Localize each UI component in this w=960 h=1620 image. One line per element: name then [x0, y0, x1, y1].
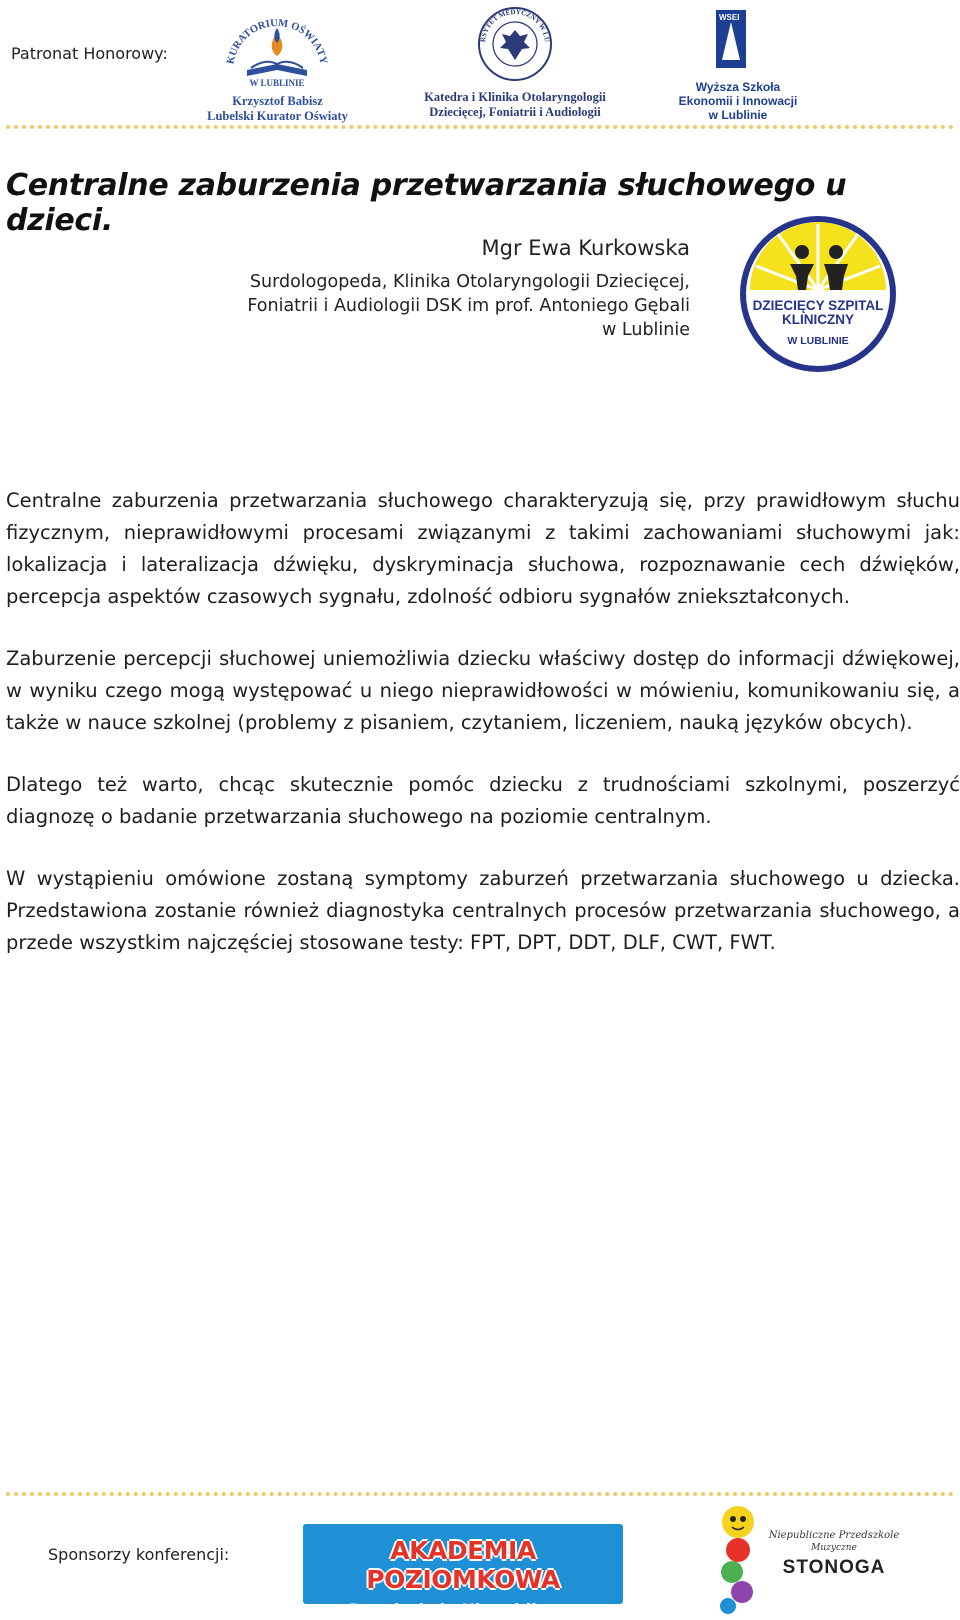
stonoga-line1: Niepubliczne Przedszkole — [768, 1530, 900, 1541]
paragraph-1: Centralne zaburzenia przetwarzania słuchowego charakteryzują się, przy prawidłowym słuchu fizycznym, nieprawidłowymi procesami związanymi z takimi zachowaniami słuchowymi jak: lokalizacja i lateralizacja dźwięku, dyskryminacja słuchowa, rozpoznawanie cech dźwięków, percepcja aspektów czasowych sygnału, zdolność odbioru sygnałów zniekształconych. — [6, 489, 960, 608]
umlub-line1: Katedra i Klinika Otolaryngologii — [424, 90, 606, 104]
author-block — [200, 236, 690, 342]
header-divider — [6, 125, 954, 129]
author-affiliation-3: w Lublinie — [602, 320, 690, 340]
akademia-line2: Przedszkole Niepubliczne — [348, 1600, 578, 1619]
author-name: Mgr Ewa Kurkowska — [481, 236, 690, 260]
kuratorium-emblem — [205, 6, 350, 88]
svg-text:KLINICZNY: KLINICZNY — [782, 312, 854, 327]
svg-text:W LUBLINIE: W LUBLINIE — [787, 335, 849, 347]
svg-text:DZIECIĘCY SZPITAL: DZIECIĘCY SZPITAL — [752, 298, 884, 313]
stonoga-line3: STONOGA — [782, 1557, 886, 1578]
body-text — [6, 485, 960, 989]
page-title: Centralne zaburzenia przetwarzania słuchowego u dzieci. — [6, 168, 847, 238]
akademia-logo — [303, 1524, 623, 1619]
svg-text:WSEI: WSEI — [719, 13, 740, 22]
stonoga-logo — [708, 1500, 908, 1615]
hospital-emblem — [738, 214, 898, 374]
paragraph-2: Zaburzenie percepcji słuchowej uniemożliwia dziecku właściwy dostęp do informacji dźwiękowej, w wyniku czego mogą występować u niego nieprawidłowości w mówieniu, komunikowaniu się, a także w nauce szkolnej (problemy z pisaniem, czytaniem, liczeniem, nauką języków obcych). — [6, 647, 960, 734]
akademia-line1: AKADEMIA POZIOMKOWA — [366, 1536, 560, 1594]
svg-text:KURATORIUM OŚWIATY: KURATORIUM OŚWIATY — [225, 17, 329, 66]
footer-divider — [6, 1492, 954, 1496]
hospital-logo — [738, 214, 898, 374]
paragraph-4: W wystąpieniu omówione zostaną symptomy zaburzeń przetwarzania słuchowego u dziecka. Przedstawiona zostanie również diagnostyka centralnych procesów przetwarzania słuchowego, a przede wszystkim najczęściej stosowane testy: FPT, DPT, DDT, DLF, CWT, FWT. — [6, 867, 960, 954]
author-affiliation-1: Surdologopeda, Klinika Otolaryngologii Dziecięcej, — [249, 272, 690, 292]
kuratorium-line1: Krzysztof Babisz — [232, 94, 323, 108]
wsei-line3: w Lublinie — [708, 108, 768, 122]
stonoga-line2: Muzyczne — [811, 1543, 857, 1553]
stonoga-caterpillar-icon — [708, 1500, 768, 1615]
wsei-logo — [668, 8, 808, 122]
kuratorium-line2: Lubelski Kurator Oświaty — [207, 109, 348, 123]
umlub-logo — [412, 4, 618, 118]
svg-text:UNIWERSYTET MEDYCZNY W LUBLINI: RSYTET MEDYCZNY W LU — [479, 7, 551, 43]
author-affiliation-2: Foniatrii i Audiologii DSK im prof. Antoniego Gębali — [247, 296, 690, 316]
wsei-line1: Wyższa Szkoła — [695, 80, 781, 94]
umlub-emblem — [412, 4, 618, 84]
paragraph-3: Dlatego też warto, chcąc skutecznie pomóc dziecku z trudnościami szkolnymi, poszerzyć diagnozę o badanie przetwarzania słuchowego na poziomie centralnym. — [6, 773, 960, 828]
svg-text:W LUBLINIE: W LUBLINIE — [249, 78, 305, 88]
wsei-line2: Ekonomii i Innowacji — [678, 94, 798, 108]
kuratorium-logo — [205, 6, 350, 123]
umlub-line2: Dziecięcej, Foniatrii i Audiologii — [429, 105, 601, 119]
sponsors-label: Sponsorzy konferencji: — [48, 1545, 230, 1564]
wsei-emblem — [668, 8, 808, 72]
patronat-label: Patronat Honorowy: — [11, 44, 168, 63]
